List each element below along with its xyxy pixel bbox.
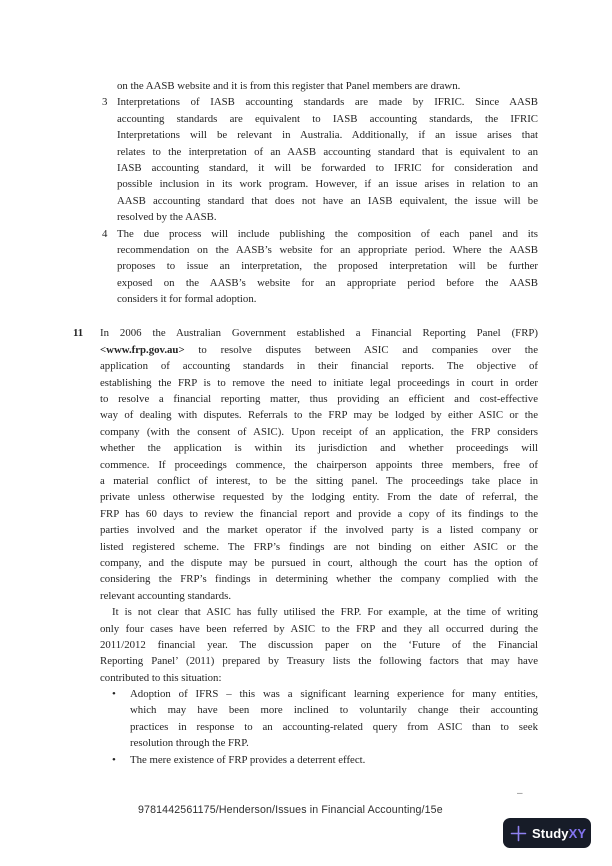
bullet-text [130, 686, 538, 752]
text-line: relates to the interpretation of an AASB accounting standard that is equivalent to an [117, 145, 538, 158]
text-line: AASB accounting standard that does not have an IASB equivalent, the issue will be [117, 194, 538, 207]
text-line: The mere existence of FRP provides a deterrent effect. [130, 753, 366, 766]
item-number: 11 [73, 327, 84, 340]
bullet-text [130, 752, 538, 768]
numbered-item-11 [73, 325, 538, 768]
bullet-item [100, 752, 538, 768]
item-number: 3 [102, 96, 108, 109]
bullet-icon: • [112, 753, 116, 766]
text-line: Interpretations will be relevant in Australia. Additionally, if an issue arises that [117, 129, 538, 142]
numbered-item-4 [101, 226, 538, 308]
continuation-paragraph-line: on the AASB website and it is from this register that Panel members are drawn. [117, 80, 461, 92]
text-line: exposed on the AASB’s website for an appropriate period before the AASB [117, 276, 538, 289]
text-line: resolution through the FRP. [130, 737, 249, 750]
text-line: <www.frp.gov.au> to resolve disputes between ASIC and companies over the [100, 343, 538, 356]
footer-imprint: 9781442561175/Henderson/Issues in Financial Accounting/15e [138, 804, 443, 816]
bullet-item [100, 686, 538, 752]
plus-icon [510, 825, 527, 842]
text-line: listed registered scheme. The FRP’s findings are not binding on either ASIC or the [100, 540, 538, 553]
text-line: to resolve a financial reporting matter, thus providing an efficient and cost-effective [100, 393, 538, 406]
numbered-item-3 [101, 94, 538, 225]
text-line: Reporting Panel’ (2011) prepared by Treasury lists the following factors that may have [100, 655, 538, 668]
studyxy-badge [503, 818, 591, 848]
text-line: 2011/2012 financial year. The discussion paper on the ‘Future of the Financial [100, 638, 538, 651]
text-line: which may have been more inclined to voluntarily change their accounting [130, 704, 538, 717]
body-text-column [0, 78, 612, 768]
text-line: FRP has 60 days to review the financial report and provide a copy of its findings to the [100, 507, 538, 520]
item-text [117, 226, 538, 308]
text-line: considers it for formal adoption. [117, 293, 257, 306]
text-line: Adoption of IFRS – this was a significant learning experience for many entities, [130, 688, 538, 701]
item-number: 4 [102, 227, 108, 240]
text-line: application of accounting standards in their financial reports. The objective of [100, 360, 538, 373]
item-paragraph-2 [100, 604, 538, 686]
brand-name [532, 826, 586, 841]
text-line: practices in response to an accounting-related query from ASIC than to seek [130, 720, 538, 733]
text-line: recommendation on the AASB’s website for an appropriate period. Where the AASB [117, 243, 538, 256]
text-line: private unless otherwise requested by the lodging entity. From the date of referral, the [100, 491, 538, 504]
text-line: The due process will include publishing the composition of each panel and its [117, 227, 538, 240]
page-number-dash: – [517, 788, 523, 799]
text-line: possible inclusion in its work program. However, if an issue arises in relation to an [117, 178, 538, 191]
brand-name-primary: Study [532, 825, 569, 841]
text-line: way of dealing with disputes. Referrals to the FRP may be lodged by either ASIC or the [100, 409, 538, 422]
text-line: considering the FRP’s findings in determining whether the company complied with the [100, 573, 538, 586]
text-line: contributed to this situation: [100, 671, 222, 684]
text-line: company, and the dispute may be pursued in court, although the court has the option of [100, 556, 538, 569]
text-line: only four cases have been referred by ASIC to the FRP and they all occurred during the [100, 622, 538, 635]
text-line: commence. If proceedings commence, the chairperson appoints three members, free of [100, 458, 538, 471]
text-line: proposes to issue an interpretation, the proposed interpretation will be further [117, 260, 538, 273]
text-line: IASB accounting standard, it will be forwarded to IFRIC for consideration and [117, 161, 538, 174]
text-line: whether the application is within its jurisdiction and whether proceedings will [100, 442, 538, 455]
brand-name-accent: XY [568, 825, 587, 841]
text-line: relevant accounting standards. [100, 589, 232, 602]
bullet-icon: • [112, 688, 116, 701]
text-line: company (with the consent of ASIC). Upon receipt of an application, the FRP considers [100, 425, 538, 438]
item-paragraph-1 [100, 325, 538, 604]
text-line: In 2006 the Australian Government established a Financial Reporting Panel (FRP) [100, 327, 538, 340]
text-line: Interpretations of IASB accounting standards are made by IFRIC. Since AASB [117, 96, 538, 109]
text-line: a material conflict of interest, to be the sitting panel. The proceedings take place in [100, 474, 538, 487]
text-line: resolved by the AASB. [117, 211, 217, 224]
text-line: parties involved and the market operator if the involved party is a listed company or [100, 524, 538, 537]
item-text [117, 94, 538, 225]
text-line: establishing the FRP is to remove the need to initiate legal proceedings in court in order [100, 376, 538, 389]
text-line: accounting standards are equivalent to IASB accounting standards, the IFRIC [117, 112, 538, 125]
text-line: It is not clear that ASIC has fully utilised the FRP. For example, at the time of writing [112, 606, 538, 619]
